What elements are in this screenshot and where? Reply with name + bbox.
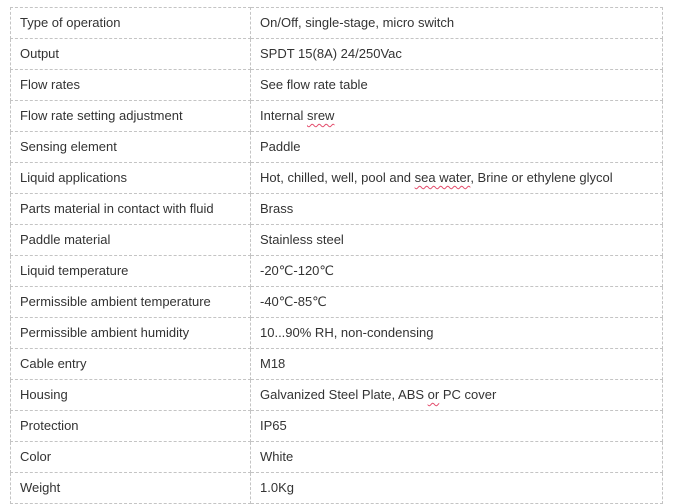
table-row (11, 70, 663, 101)
spec-label: Type of operation (11, 8, 251, 39)
spec-value: White (251, 442, 663, 473)
spellcheck-word[interactable]: or (427, 387, 440, 402)
spellcheck-word[interactable]: sea water (414, 170, 471, 185)
spec-value: Brass (251, 194, 663, 225)
spec-label: Paddle material (11, 225, 251, 256)
spec-value: Internal srew (251, 101, 663, 132)
spec-label: Color (11, 442, 251, 473)
spec-value: 1.0Kg (251, 473, 663, 504)
table-row (11, 318, 663, 349)
spec-value: Paddle (251, 132, 663, 163)
table-row (11, 39, 663, 70)
spec-value: M18 (251, 349, 663, 380)
table-row (11, 380, 663, 411)
spec-value: 10...90% RH, non-condensing (251, 318, 663, 349)
table-row (11, 442, 663, 473)
table-row (11, 287, 663, 318)
spec-value: SPDT 15(8A) 24/250Vac (251, 39, 663, 70)
spec-label: Permissible ambient temperature (11, 287, 251, 318)
table-row (11, 101, 663, 132)
spec-label: Flow rates (11, 70, 251, 101)
spec-value: -20℃-120℃ (251, 256, 663, 287)
spec-value: On/Off, single-stage, micro switch (251, 8, 663, 39)
spec-value: See flow rate table (251, 70, 663, 101)
spec-label: Housing (11, 380, 251, 411)
spec-label: Liquid applications (11, 163, 251, 194)
table-row (11, 163, 663, 194)
spec-value: IP65 (251, 411, 663, 442)
spellcheck-word[interactable]: srew (306, 108, 335, 123)
spec-label: Cable entry (11, 349, 251, 380)
spec-label: Sensing element (11, 132, 251, 163)
table-row (11, 132, 663, 163)
table-row (11, 256, 663, 287)
specifications-table (10, 7, 663, 504)
table-row (11, 8, 663, 39)
spec-label: Output (11, 39, 251, 70)
spec-label: Permissible ambient humidity (11, 318, 251, 349)
spec-label: Protection (11, 411, 251, 442)
table-row (11, 194, 663, 225)
spec-label: Flow rate setting adjustment (11, 101, 251, 132)
table-row (11, 349, 663, 380)
spec-value: -40℃-85℃ (251, 287, 663, 318)
spec-value: Hot, chilled, well, pool and sea water, Brine or ethylene glycol (251, 163, 663, 194)
spec-label: Weight (11, 473, 251, 504)
table-row (11, 473, 663, 504)
spec-value: Galvanized Steel Plate, ABS or PC cover (251, 380, 663, 411)
table-row (11, 411, 663, 442)
spec-label: Liquid temperature (11, 256, 251, 287)
table-row (11, 225, 663, 256)
spec-value: Stainless steel (251, 225, 663, 256)
spec-label: Parts material in contact with fluid (11, 194, 251, 225)
